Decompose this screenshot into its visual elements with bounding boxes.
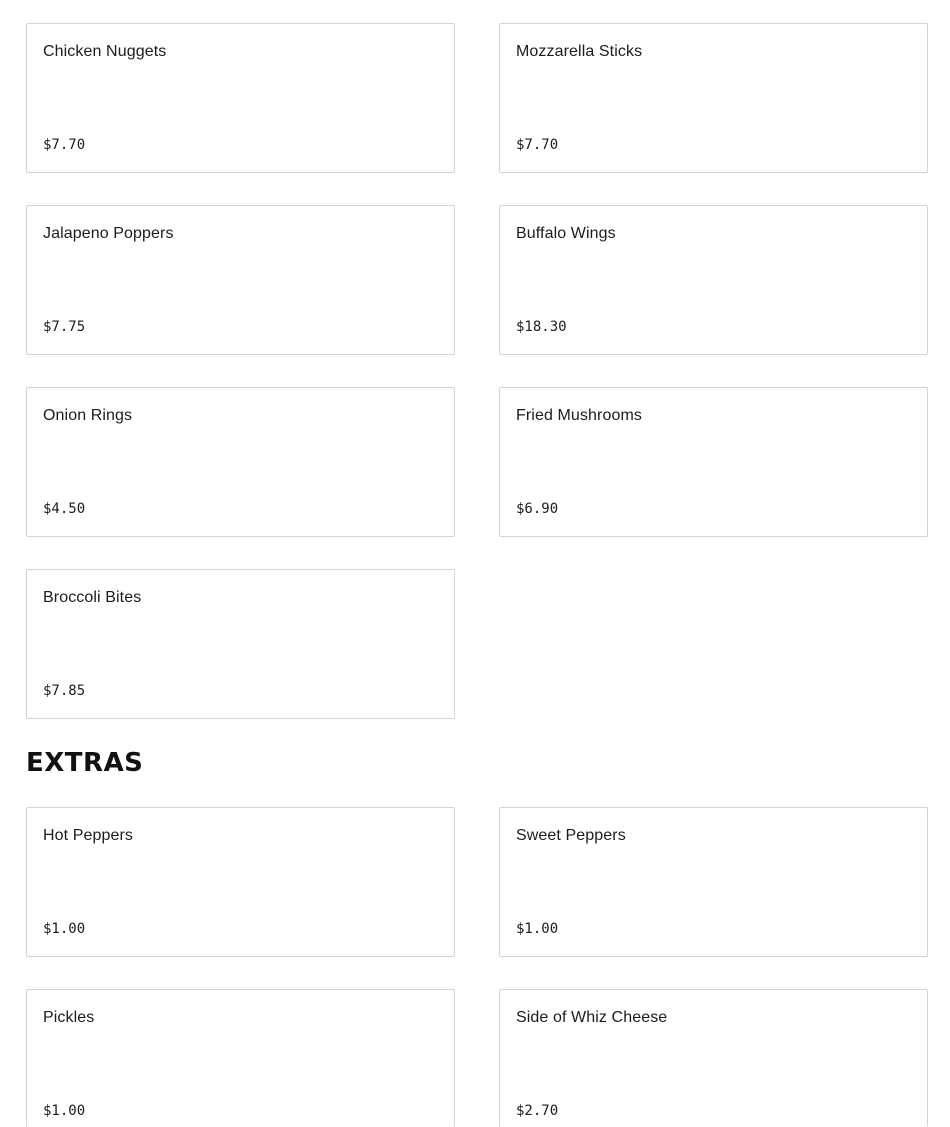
menu-item-card[interactable] <box>26 23 455 173</box>
menu-item-name: Side of Whiz Cheese <box>516 1009 668 1026</box>
menu-item-price: $6.90 <box>516 501 559 517</box>
menu-item-price: $7.70 <box>516 137 559 153</box>
menu-item-name: Buffalo Wings <box>516 225 616 242</box>
menu-item-name: Chicken Nuggets <box>43 43 167 60</box>
section-title-extras: EXTRAS <box>26 748 144 778</box>
menu-item-card[interactable] <box>26 205 455 355</box>
menu-item-price: $4.50 <box>43 501 86 517</box>
menu-item-name: Onion Rings <box>43 407 133 424</box>
menu-item-card[interactable] <box>26 989 455 1127</box>
menu-item-price: $1.00 <box>516 921 559 937</box>
menu-item-price: $1.00 <box>43 1103 86 1119</box>
menu-item-price: $1.00 <box>43 921 86 937</box>
menu-item-card[interactable] <box>26 807 455 957</box>
menu-item-name: Mozzarella Sticks <box>516 43 643 60</box>
menu-item-price: $7.70 <box>43 137 86 153</box>
menu-item-card[interactable] <box>26 569 455 719</box>
menu-item-price: $7.75 <box>43 319 86 335</box>
menu-item-name: Broccoli Bites <box>43 589 142 606</box>
menu-item-card[interactable] <box>499 807 928 957</box>
menu-item-card[interactable] <box>499 205 928 355</box>
menu-item-price: $7.85 <box>43 683 86 699</box>
menu-item-name: Fried Mushrooms <box>516 407 642 424</box>
menu-item-card[interactable] <box>26 387 455 537</box>
menu-item-name: Sweet Peppers <box>516 827 626 844</box>
menu-item-name: Jalapeno Poppers <box>43 225 174 242</box>
menu-item-name: Pickles <box>43 1009 95 1026</box>
menu-item-price: $2.70 <box>516 1103 559 1119</box>
menu-item-price: $18.30 <box>516 319 567 335</box>
menu-item-card[interactable] <box>499 387 928 537</box>
menu-item-name: Hot Peppers <box>43 827 134 844</box>
menu-item-card[interactable] <box>499 989 928 1127</box>
menu-item-card[interactable] <box>499 23 928 173</box>
